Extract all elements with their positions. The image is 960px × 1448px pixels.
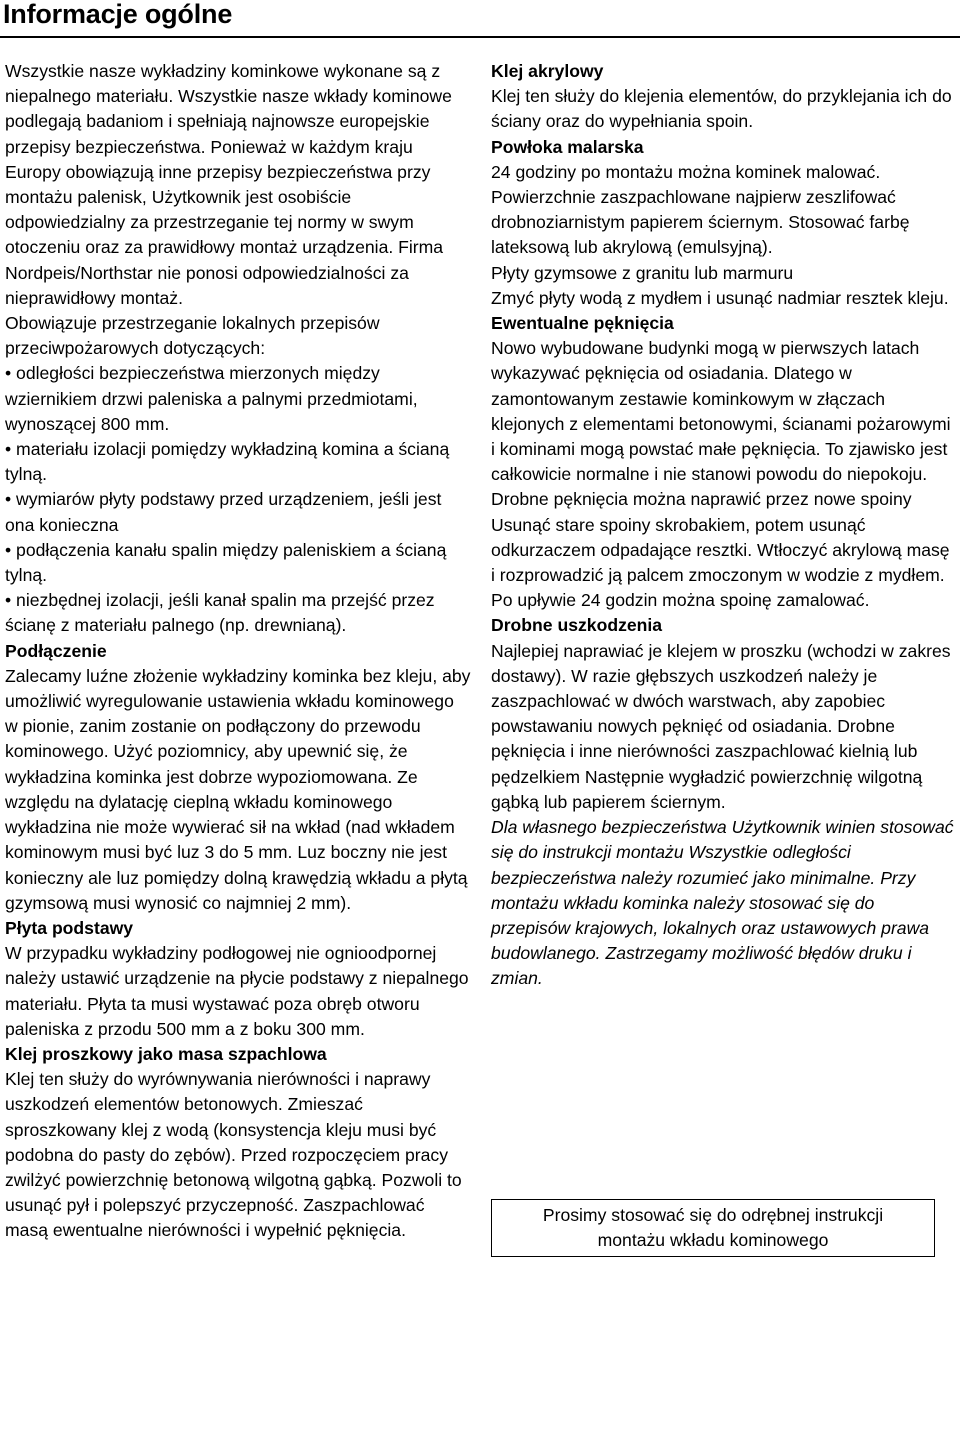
heading-base-plate: Płyta podstawy [5, 917, 134, 938]
installation-note-box [491, 1199, 935, 1257]
powder-adhesive-paragraph: Klej ten służy do wyrównywania nierówności i naprawy uszkodzeń elementów betonowych. Zmieszać sproszkowany klej z wodą (konsystencja kleju musi być podobna do pasty do zębów). Przed rozpoczęciem pracy zwilżyć powierzchnię betonową wilgotną gąbką. Pozwoli to usunąć pył i polepszyć przyczepność. Zaszpachlować masą ewentualne nierówności i wypełnić pęknięcia. [5, 1069, 462, 1241]
right-column [491, 59, 958, 992]
paint-coating-paragraph: 24 godziny po montażu można kominek malować. Powierzchnie zaszpachlowane najpierw zeszlifować drobnoziarnistym papierem ściernym. Stosować farbę lateksową lub akrylową (emulsyjną). [491, 161, 910, 258]
bullet-flue-insulation: • niezbędnej izolacji, jeśli kanał spalin ma przejść przez ścianę z materiału palnego (np. drewnianą). [5, 590, 435, 636]
fire-regulations-intro: Obowiązuje przestrzeganie lokalnych przepisów przeciwpożarowych dotyczących: [5, 313, 380, 359]
acrylic-adhesive-paragraph: Klej ten służy do klejenia elementów, do przyklejania ich do ściany oraz do wypełniania spoin. [491, 86, 952, 132]
base-plate-paragraph: W przypadku wykładziny podłogowej nie ognioodpornej należy ustawić urządzenie na płycie podstawy z niepalnego materiału. Płyta ta musi wystawać poza obręb otworu paleniska z przodu 500 mm a z boku 300 mm. [5, 943, 469, 1039]
bullet-flue-connection: • podłączenia kanału spalin między paleniskiem a ścianą tylną. [5, 539, 447, 586]
minor-damage-paragraph: Najlepiej naprawiać je klejem w proszku (wchodzi w zakres dostawy). W razie głębszych uszkodzeń należy je zaszpachlować w dwóch warstwach, aby zapobiec powstawaniu nowych pęknięć od osiadania. Drobne pęknięcia i inne nierówności zaszpachlować kielnią lub pędzelkiem Następnie wygładzić powierzchnię wilgotną gąbką lub papierem ściernym. [491, 640, 951, 812]
bullet-insulation-material: • materiału izolacji pomiędzy wykładziną komina a ścianą tylną. [5, 439, 450, 485]
heading-possible-cracks: Ewentualne pęknięcia [491, 313, 674, 334]
page-title: Informacje ogólne [3, 0, 233, 29]
safety-disclaimer: Dla własnego bezpieczeństwa Użytkownik winien stosować się do instrukcji montażu Wszystkie odległości bezpieczeństwa należy rozumieć jako minimalne. Przy montażu wkładu kominka należy stosować się do przepisów krajowych, lokalnych oraz ustawowych prawa budowlanego. Zastrzegamy możliwość błędów druku i zmian. [491, 817, 954, 989]
note-line-1: Prosimy stosować się do odrębnej instrukcji [542, 1205, 884, 1225]
connection-paragraph: Zalecamy luźne złożenie wykładziny kominka bez kleju, aby umożliwić wyregulowanie ustawienia wkładu kominowego w pionie, zanim zostanie on podłączony do przewodu kominowego. Użyć poziomnicy, aby upewnić się, że wykładzina kominka jest dobrze wypoziomowana. Ze względu na dylatację cieplną wkładu kominowego wykładzina nie może wywierać sił na wkład (nad wkładem kominowym musi być luz 3 do 5 mm. Luz boczny nie jest konieczny ale luz pomiędzy dolną krawędzią wkładu a płytą gzymsową musi wynosić co najmniej 2 mm). [5, 665, 471, 913]
heading-minor-damage: Drobne uszkodzenia [491, 615, 663, 636]
stone-slabs-paragraph: Zmyć płyty wodą z mydłem i usunąć nadmiar resztek kleju. [491, 287, 949, 308]
note-line-2: montażu wkładu kominowego [597, 1230, 829, 1250]
heading-paint-coating: Powłoka malarska [491, 136, 644, 157]
heading-connection: Podłączenie [5, 640, 107, 661]
heading-powder-adhesive: Klej proszkowy jako masa szpachlowa [5, 1043, 327, 1064]
cracks-repair-paragraph: Usunąć stare spoiny skrobakiem, potem usunąć odkurzaczem odpadające resztki. Wtłoczyć akrylową masę i rozprowadzić ją palcem zmoczonym w wodzie z mydłem. Po upływie 24 godzin można spoinę zamalować. [491, 514, 950, 611]
stone-slabs-line: Płyty gzymsowe z granitu lub marmuru [491, 262, 794, 283]
bullet-safety-distance: • odległości bezpieczeństwa mierzonych między wziernikiem drzwi paleniska a palnymi przedmiotami, wynoszącej 800 mm. [5, 363, 418, 434]
title-divider [0, 36, 960, 38]
left-column [5, 59, 471, 1244]
bullet-base-plate-dimensions: • wymiarów płyty podstawy przed urządzeniem, jeśli jest ona konieczna [5, 489, 442, 535]
cracks-paragraph: Nowo wybudowane budynki mogą w pierwszych latach wykazywać pęknięcia od osiadania. Dlatego w zamontowanym zestawie kominkowym w złączach klejonych z elementami betonowymi, ścianami pożarowymi i kominami mogą powstać małe pęknięcia. To zjawisko jest całkowicie normalne i nie stanowi powodu do niepokoju. Drobne pęknięcia można naprawić przez nowe spoiny [491, 338, 951, 510]
intro-paragraph: Wszystkie nasze wykładziny kominkowe wykonane są z niepalnego materiału. Wszystkie nasze wkłady kominowe podlegają badaniom i spełniają najnowsze europejskie przepisy bezpieczeństwa. Ponieważ w każdym kraju Europy obowiązują inne przepisy bezpieczeństwa przy montażu palenisk, Użytkownik jest osobiście odpowiedzialny za przestrzeganie tej normy w swym otoczeniu oraz za prawidłowy montaż urządzenia. Firma Nordpeis/Northstar nie ponosi odpowiedzialności za nieprawidłowy montaż. [5, 61, 452, 308]
heading-acrylic-adhesive: Klej akrylowy [491, 61, 604, 81]
